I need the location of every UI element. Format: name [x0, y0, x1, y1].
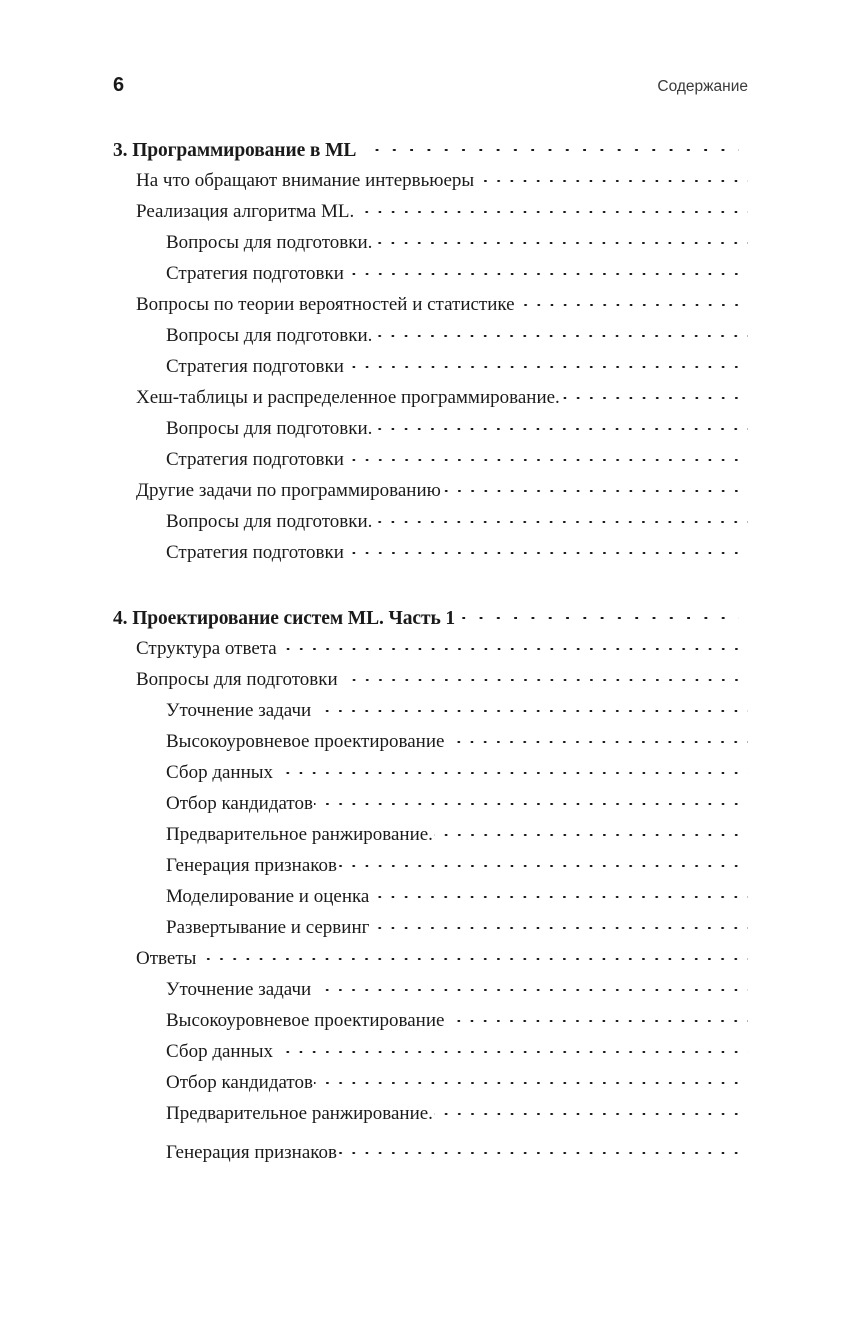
toc-entry-label: Предварительное ранжирование. — [166, 1103, 433, 1124]
toc-entry-label: Реализация алгоритма ML. — [136, 201, 355, 222]
toc-page-number — [113, 136, 849, 1336]
toc-entry-label: Другие задачи по программированию — [136, 480, 441, 501]
toc-entry-label: Высокоуровневое проектирование — [166, 1010, 445, 1031]
toc-entry-label: Вопросы по теории вероятностей и статистике — [136, 294, 515, 315]
toc-entry-label: Предварительное ранжирование. — [166, 824, 433, 845]
toc-entry-label: Вопросы для подготовки. — [166, 232, 373, 253]
toc-entry-label: Генерация признаков — [166, 1142, 338, 1163]
toc-entry-label: Сбор данных — [166, 762, 274, 783]
toc-entry-label: Вопросы для подготовки — [136, 669, 338, 690]
toc-entry-label: Стратегия подготовки — [166, 263, 344, 284]
toc-entry-label: Развертывание и сервинг — [166, 917, 370, 938]
toc-entry-label: Структура ответа — [136, 638, 277, 659]
toc-entry-label: Стратегия подготовки — [166, 542, 344, 563]
toc-entry-label: 3. Программирование в ML — [113, 139, 357, 161]
page-folio: 6 — [113, 74, 125, 96]
toc-entry-label: Ответы — [136, 948, 197, 969]
toc-entry-label: Стратегия подготовки — [166, 449, 344, 470]
toc-entry-label: Высокоуровневое проектирование — [166, 731, 445, 752]
toc-entry-label: Моделирование и оценка — [166, 886, 370, 907]
toc-entry-label: Вопросы для подготовки. — [166, 418, 373, 439]
toc-list — [113, 136, 748, 1170]
toc-entry-label: 4. Проектирование систем ML. Часть 1 — [113, 607, 456, 629]
toc-entry-label: Стратегия подготовки — [166, 356, 344, 377]
toc-entry-label: Вопросы для подготовки. — [166, 511, 373, 532]
toc-entry-label: Отбор кандидатов — [166, 793, 313, 814]
toc-entry-row[interactable] — [113, 1139, 748, 1170]
toc-entry-label: Отбор кандидатов — [166, 1072, 313, 1093]
toc-entry-label: На что обращают внимание интервьюеры — [136, 170, 475, 191]
toc-entry-label: Генерация признаков — [166, 855, 338, 876]
running-head — [113, 74, 748, 100]
toc-entry-label: Уточнение задачи — [166, 979, 312, 1000]
toc-entry-label: Уточнение задачи — [166, 700, 312, 721]
running-head-title: Содержание — [657, 78, 748, 95]
toc-entry-label: Вопросы для подготовки. — [166, 325, 373, 346]
toc-entry-label: Хеш-таблицы и распределенное программирование. — [136, 387, 560, 408]
toc-entry-label: Сбор данных — [166, 1041, 274, 1062]
